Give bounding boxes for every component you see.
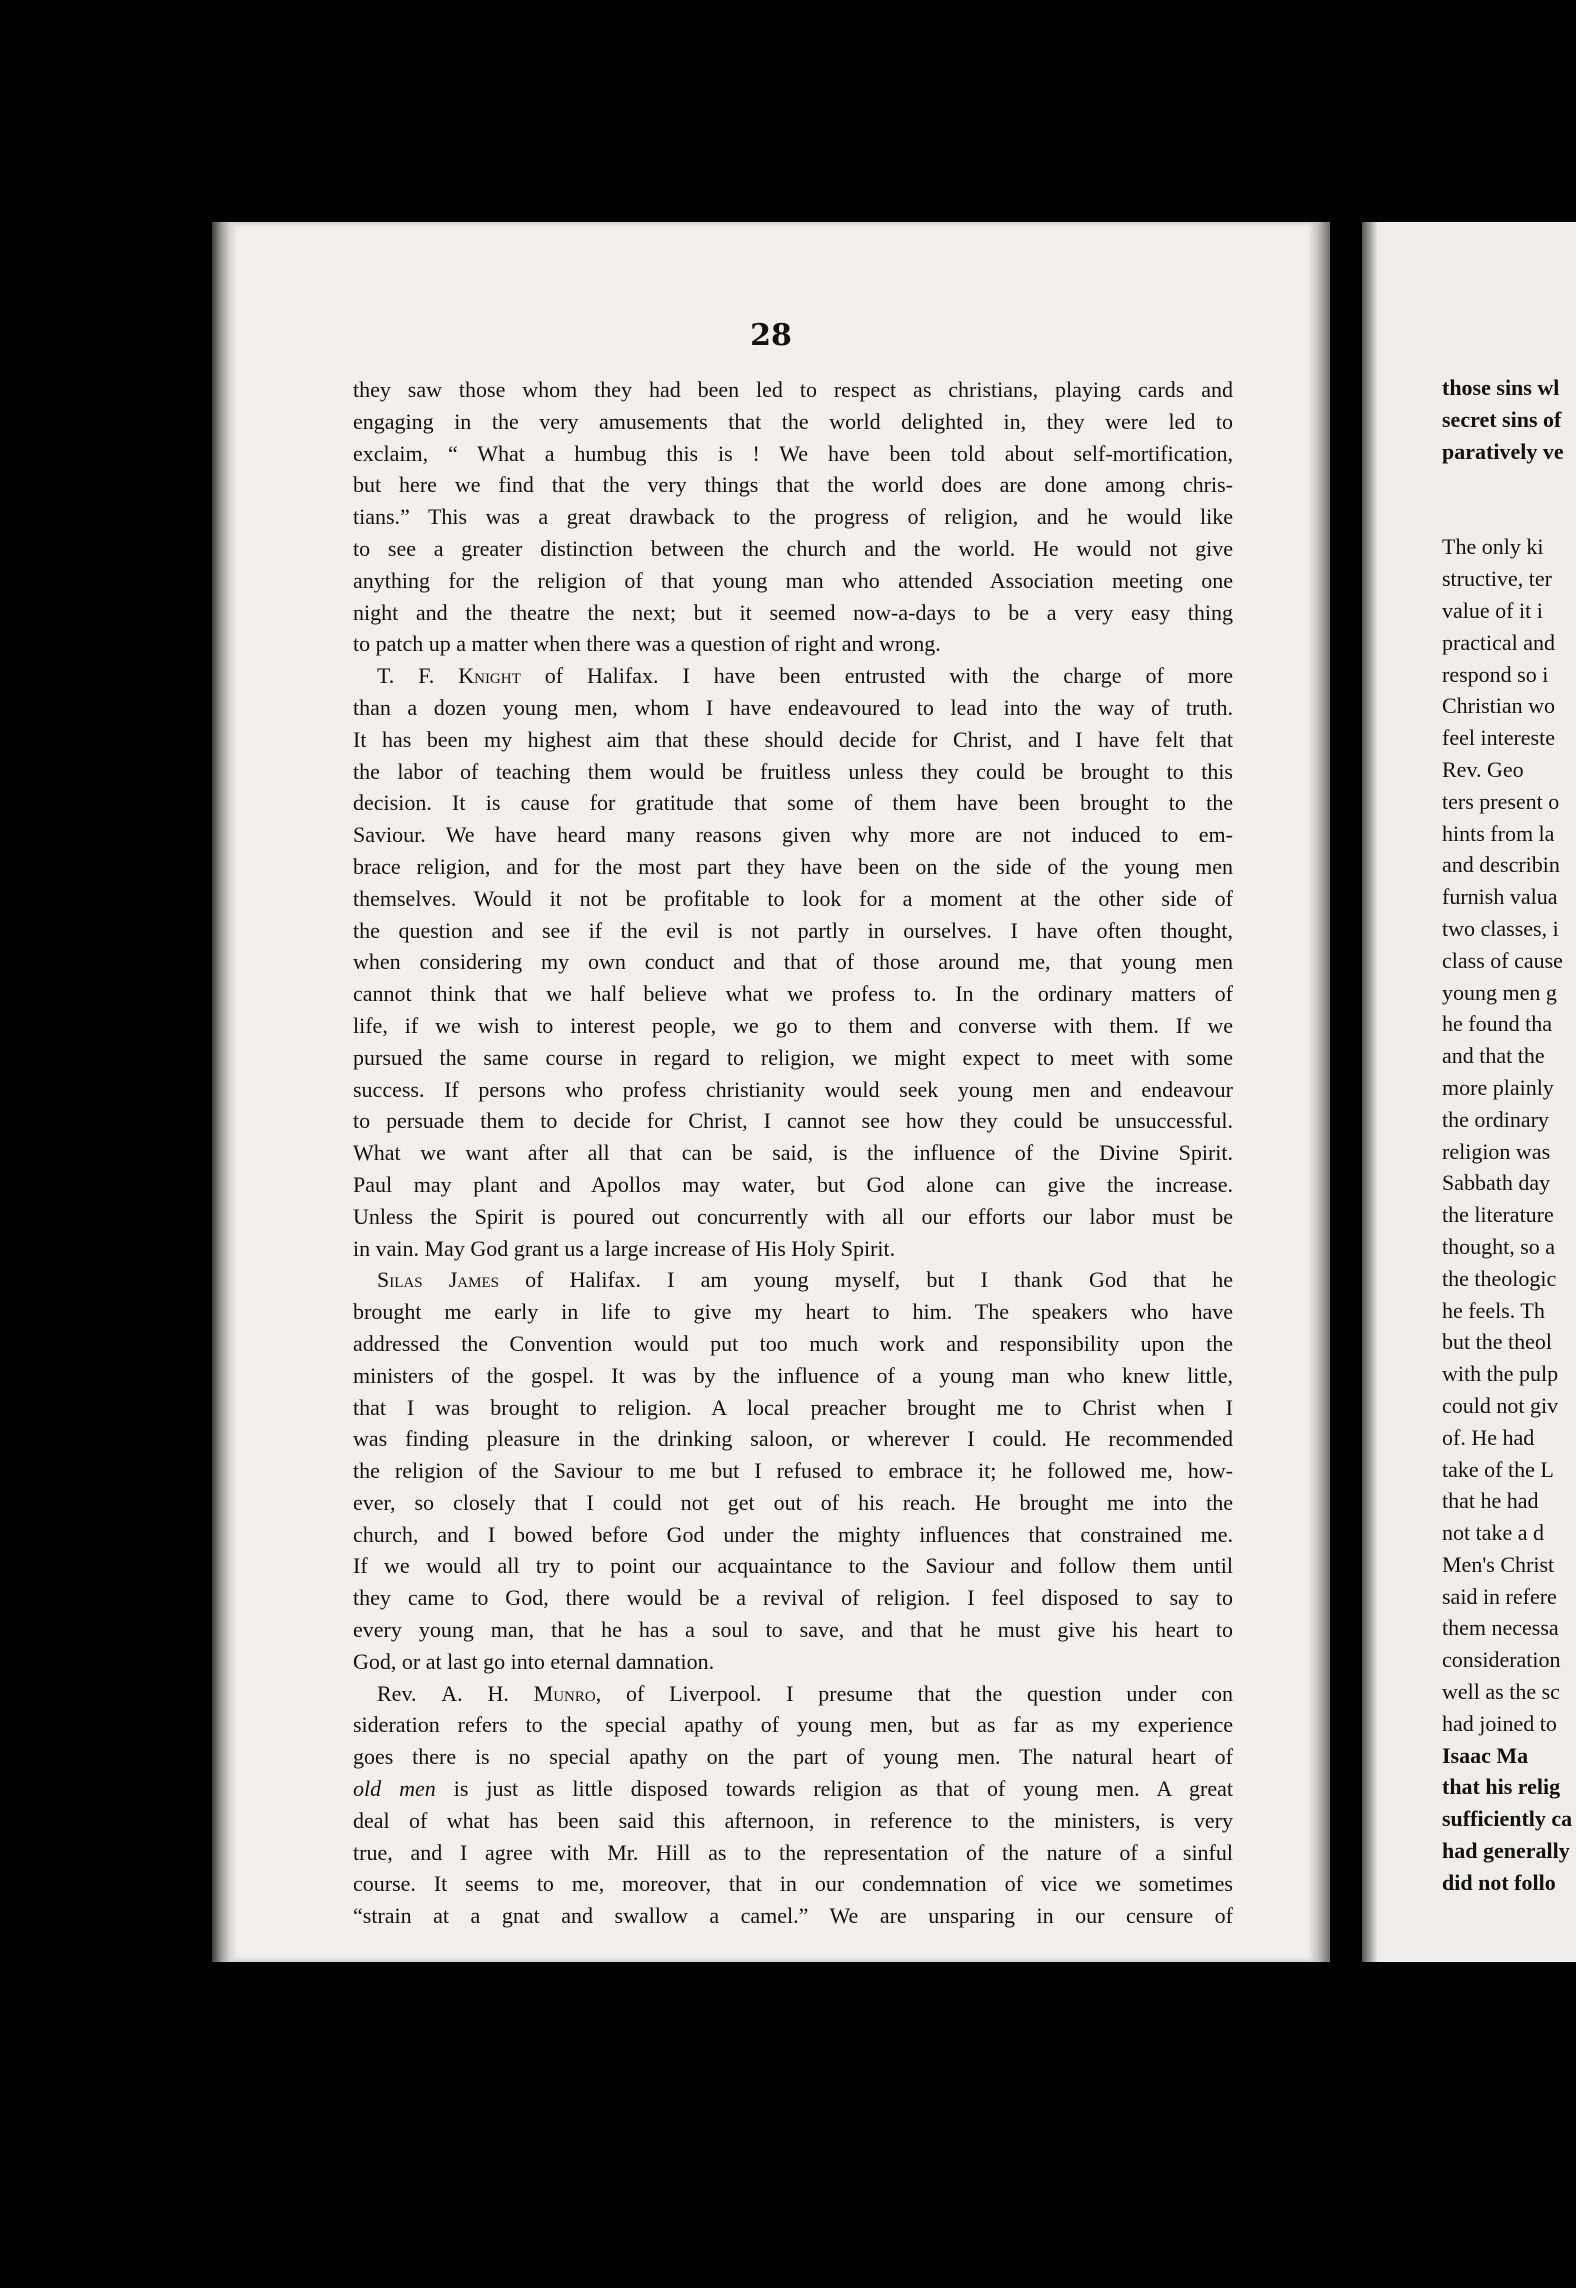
text-line: had generally (1442, 1838, 1570, 1864)
line-text: of Halifax. I have been entrusted with the charge of more (520, 663, 1233, 689)
text-line (353, 1773, 1233, 1805)
text-line (353, 724, 1233, 756)
text-line (353, 1360, 1233, 1392)
text-line (353, 1550, 1233, 1582)
line-text: the question and see if the evil is not partly in ourselves. I have often thought, (353, 917, 1233, 943)
text-line: furnish valua (1442, 884, 1558, 910)
text-line: Rev. Geo (1442, 756, 1524, 782)
line-text: decision. It is cause for gratitude that some of them have been brought to the (353, 790, 1233, 816)
text-line: thought, so a (1442, 1233, 1556, 1259)
text-line (353, 1805, 1233, 1837)
text-line: he feels. Th (1442, 1297, 1545, 1323)
line-text: pursued the same course in regard to religion, we might expect to meet with some (353, 1044, 1233, 1070)
text-line: Men's Christ (1442, 1551, 1555, 1577)
text-line: with the pulp (1442, 1361, 1559, 1387)
speaker-name: Silas James (377, 1267, 499, 1293)
text-line (353, 1105, 1233, 1137)
text-line: more plainly (1442, 1074, 1554, 1100)
line-text: is just as little disposed towards religion as that of young men. A great (435, 1776, 1234, 1802)
text-line (353, 946, 1233, 978)
line-text: ever, so closely that I could not get out of his reach. He brought me into the (353, 1489, 1233, 1515)
text-line (353, 1868, 1233, 1900)
line-text: night and the theatre the next; but it seemed now-a-days to be a very easy thing (353, 599, 1233, 625)
text-line (353, 1837, 1233, 1869)
text-line (353, 1678, 1233, 1710)
line-text: If we would all try to point our acquaintance to the Saviour and follow them until (353, 1553, 1233, 1579)
line-text: in vain. May God grant us a large increase of His Holy Spirit. (353, 1235, 896, 1261)
line-text: God, or at last go into eternal damnation. (353, 1648, 715, 1674)
text-line (353, 1042, 1233, 1074)
line-text: Saviour. We have heard many reasons given why more are not induced to em- (353, 822, 1233, 848)
text-line (353, 1614, 1233, 1646)
text-line: he found tha (1442, 1011, 1552, 1037)
text-line (353, 1455, 1233, 1487)
text-line (353, 1709, 1233, 1741)
line-text: true, and I agree with Mr. Hill as to the representation of the nature of a sinful (353, 1839, 1233, 1865)
left-page-body (353, 374, 1330, 1932)
page-number: 28 (750, 318, 792, 353)
text-line: sufficiently ca (1442, 1806, 1573, 1832)
italic-phrase: old men (353, 1776, 436, 1802)
text-line: class of cause (1442, 947, 1563, 973)
line-text: than a dozen young men, whom I have endeavoured to lead into the way of truth. (353, 694, 1233, 720)
line-text: to patch up a matter when there was a question of right and wrong. (353, 631, 941, 657)
text-line (353, 533, 1233, 565)
text-line (353, 1328, 1233, 1360)
line-text: What we want after all that can be said, is the influence of the Divine Spirit. (353, 1140, 1233, 1166)
line-text: they came to God, there would be a revival of religion. I feel disposed to say to (353, 1585, 1233, 1611)
line-text: addressed the Convention would put too much work and responsibility upon the (353, 1330, 1233, 1356)
text-line: had joined to (1442, 1710, 1557, 1736)
line-prefix: Rev. (377, 1680, 442, 1706)
line-text: to see a greater distinction between the church and the world. He would not give (353, 535, 1233, 561)
line-text: but here we find that the very things that the world does are done among chris- (353, 472, 1233, 498)
text-line: the theologic (1442, 1265, 1557, 1291)
line-text: course. It seems to me, moreover, that in our condemnation of vice we sometimes (353, 1871, 1233, 1897)
gutter (1330, 200, 1362, 1980)
text-line (353, 501, 1233, 533)
text-line (353, 1423, 1233, 1455)
line-text: of Halifax. I am young myself, but I thank God that he (498, 1267, 1233, 1293)
text-line: Sabbath day (1442, 1170, 1551, 1196)
line-text: brace religion, and for the most part they have been on the side of the young men (353, 853, 1233, 879)
line-text: deal of what has been said this afternoon, in reference to the ministers, is very (353, 1807, 1233, 1833)
text-line (353, 787, 1233, 819)
text-line (353, 692, 1233, 724)
line-text: , of Liverpool. I presume that the question under con (595, 1680, 1233, 1706)
line-text: It has been my highest aim that these should decide for Christ, and I have felt that (353, 726, 1233, 752)
line-text: exclaim, “ What a humbug this is ! We have been told about self-mortification, (353, 440, 1233, 466)
paragraph-gap (1442, 467, 1576, 531)
text-line (353, 1900, 1233, 1932)
text-line (353, 883, 1233, 915)
text-line: and that the (1442, 1043, 1545, 1069)
line-text: every young man, that he has a soul to save, and that he must give his heart to (353, 1617, 1233, 1643)
line-text: sideration refers to the special apathy of young men, but as far as my experience (353, 1712, 1233, 1738)
line-text: “strain at a gnat and swallow a camel.” We are unsparing in our censure of (353, 1903, 1233, 1929)
text-line (353, 819, 1233, 851)
text-line: not take a d (1442, 1520, 1545, 1546)
text-line: Christian wo (1442, 693, 1556, 719)
right-page-body (1442, 372, 1576, 1899)
line-text: anything for the religion of that young man who attended Association meeting one (353, 567, 1233, 593)
line-text: ministers of the gospel. It was by the influence of a young man who knew little, (353, 1362, 1233, 1388)
line-text: they saw those whom they had been led to respect as christians, playing cards and (353, 377, 1233, 402)
line-text: Paul may plant and Apollos may water, but God alone can give the increase. (353, 1171, 1233, 1197)
text-line: respond so i (1442, 661, 1549, 687)
text-line (353, 660, 1233, 692)
text-line: ters present o (1442, 788, 1560, 814)
line-text: that I was brought to religion. A local preacher brought me to Christ when I (353, 1394, 1233, 1420)
text-line: consideration (1442, 1647, 1561, 1673)
text-line (353, 1646, 1233, 1678)
text-line: could not giv (1442, 1392, 1559, 1418)
text-line: but the theol (1442, 1329, 1552, 1355)
text-line: paratively ve (1442, 438, 1564, 464)
text-line: hints from la (1442, 820, 1555, 846)
text-line (353, 1074, 1233, 1106)
text-line: did not follo (1442, 1869, 1556, 1895)
text-line: the ordinary (1442, 1106, 1549, 1132)
text-line (353, 851, 1233, 883)
text-line (353, 1392, 1233, 1424)
text-line: The only ki (1442, 534, 1544, 560)
text-line: take of the L (1442, 1456, 1554, 1482)
line-text: was finding pleasure in the drinking saloon, or wherever I could. He recommended (353, 1426, 1233, 1452)
text-line (353, 1233, 1233, 1265)
line-text: the labor of teaching them would be fruitless unless they could be brought to this (353, 758, 1233, 784)
line-text: the religion of the Saviour to me but I refused to embrace it; he followed me, how- (353, 1458, 1233, 1484)
line-text: Unless the Spirit is poured out concurrently with all our efforts our labor must be (353, 1203, 1233, 1229)
line-text: life, if we wish to interest people, we go to them and converse with them. If we (353, 1012, 1233, 1038)
text-line: that he had (1442, 1488, 1539, 1514)
text-line (353, 628, 1233, 660)
line-text: tians.” This was a great drawback to the progress of religion, and he would like (353, 504, 1233, 530)
line-text: goes there is no special apathy on the part of young men. The natural heart of (353, 1744, 1233, 1770)
text-line: the literature (1442, 1202, 1554, 1228)
line-text: church, and I bowed before God under the mighty influences that constrained me. (353, 1521, 1233, 1547)
text-line (353, 915, 1233, 947)
text-line (353, 374, 1233, 406)
text-line: Isaac Ma (1442, 1742, 1529, 1768)
text-line (353, 438, 1233, 470)
text-line: that his relig (1442, 1774, 1561, 1800)
text-line: and describin (1442, 852, 1560, 878)
text-line (353, 756, 1233, 788)
text-line: feel intereste (1442, 725, 1555, 751)
text-line: secret sins of (1442, 406, 1562, 432)
text-line (353, 978, 1233, 1010)
line-text: when considering my own conduct and that of those around me, that young men (353, 949, 1233, 975)
text-line: religion was (1442, 1138, 1551, 1164)
right-page (1362, 222, 1576, 1962)
text-line (353, 1169, 1233, 1201)
text-line (353, 1010, 1233, 1042)
text-line (353, 1582, 1233, 1614)
text-line: them necessa (1442, 1615, 1559, 1641)
text-line (353, 406, 1233, 438)
text-line (353, 1741, 1233, 1773)
text-line: young men g (1442, 979, 1557, 1005)
text-line: value of it i (1442, 597, 1543, 623)
text-line (353, 565, 1233, 597)
text-line (353, 1264, 1233, 1296)
left-page (212, 222, 1330, 1962)
line-text: engaging in the very amusements that the world delighted in, they were led to (353, 408, 1233, 434)
text-line (353, 1137, 1233, 1169)
text-line: said in refere (1442, 1583, 1557, 1609)
text-line (353, 1296, 1233, 1328)
text-line (353, 1487, 1233, 1519)
text-line: those sins wl (1442, 375, 1560, 400)
text-line: structive, ter (1442, 566, 1552, 592)
text-line (353, 1519, 1233, 1551)
text-line: two classes, i (1442, 915, 1559, 941)
line-text: brought me early in life to give my heart to him. The speakers who have (353, 1299, 1233, 1325)
line-text: success. If persons who profess christianity would seek young men and endeavour (353, 1076, 1233, 1102)
line-text: cannot think that we half believe what we profess to. In the ordinary matters of (353, 981, 1233, 1007)
text-line (353, 1201, 1233, 1233)
text-line (353, 597, 1233, 629)
text-line: of. He had (1442, 1424, 1535, 1450)
speaker-name: T. F. Knight (377, 663, 521, 689)
line-text: to persuade them to decide for Christ, I cannot see how they could be unsuccessful. (353, 1108, 1233, 1134)
text-line (353, 469, 1233, 501)
speaker-name: A. H. Munro (441, 1680, 596, 1706)
text-line: practical and (1442, 629, 1555, 655)
line-text: themselves. Would it not be profitable to look for a moment at the other side of (353, 885, 1233, 911)
text-line: well as the sc (1442, 1679, 1560, 1705)
